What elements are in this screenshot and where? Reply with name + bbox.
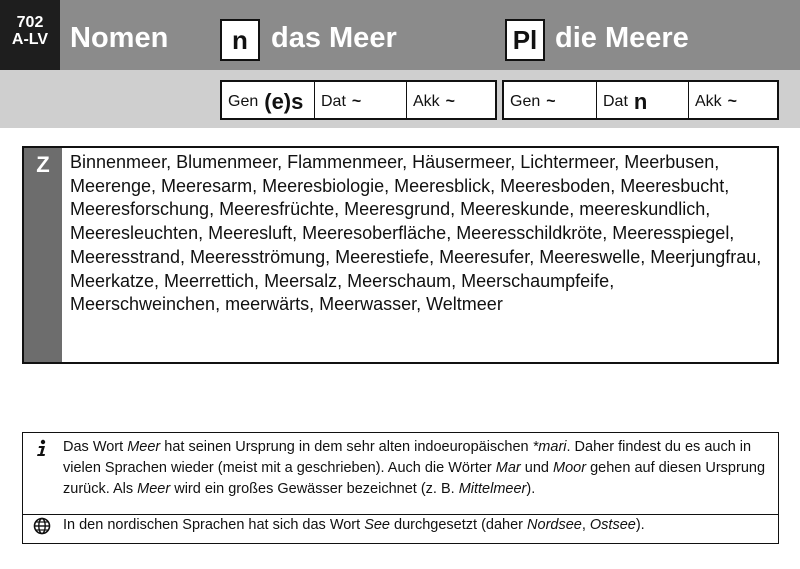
case-gen-singular [222, 82, 315, 118]
info-row-origin [23, 437, 778, 515]
case-gen-plural [504, 82, 597, 118]
case-akk-singular [407, 82, 495, 118]
entry-level: A-LV [11, 31, 49, 48]
info-nordic-text: In den nordischen Sprachen hat sich das Wort See durchgesetzt (daher Nordsee, Ostsee). [63, 517, 645, 533]
entry-code [0, 0, 60, 70]
case-akk-plural [689, 82, 777, 118]
info-box [22, 432, 779, 544]
compounds-list: Binnenmeer, Blumenmeer, Flammenmeer, Häusermeer, Lichtermeer, Meerbusen, Meerenge, Meeresarm, Meeresbiologie, Meeresblick, Meeresboden, Meeresbucht, Meeresforschung, Meeresfrüchte, Meeresgrund, Meereskunde, meereskundlich, Meeresleuchten, Meeresluft, Meeresoberfläche, Meeresschildkröte, Meeresspiegel, Meeresstrand, Meeresströmung, Meerestiefe, Meeresufer, Meereswelle, Meerjungfrau, Meerkatze, Meerrettich, Meersalz, Meerschaum, Meerschaumpfeife, Meerschweinchen, meerwärts, Meerwasser, Weltmeer [70, 152, 762, 315]
singular-badge: n [220, 19, 260, 61]
case-ending: ~ [727, 93, 738, 110]
case-ending: (e)s [264, 89, 304, 114]
info-icon [33, 439, 51, 457]
info-origin-text: Das Wort Meer hat seinen Ursprung in dem sehr alten indoeuropäischen *mari. Daher findest du es auch in vielen Sprachen wieder (meist mit a geschrieben). Auch die Wörter Mar und Moor gehen auf diesen Ursprung zurück. Als Meer wird ein großes Gewässer bezeichnet (z. B. Mittelmeer). [63, 439, 766, 497]
singular-form: das Meer [271, 22, 397, 54]
plural-cases-table [502, 80, 779, 120]
case-label: Akk [695, 93, 722, 110]
word-class: Nomen [70, 22, 169, 54]
plural-form: die Meere [555, 22, 689, 54]
case-dat-singular [315, 82, 407, 118]
case-label: Gen [510, 93, 541, 110]
case-dat-plural [597, 82, 689, 118]
case-ending: ~ [445, 93, 456, 110]
entry-number: 702 [16, 14, 44, 31]
plural-badge: Pl [505, 19, 545, 61]
globe-icon [33, 517, 51, 535]
case-label: Gen [228, 93, 259, 110]
case-ending: ~ [351, 93, 362, 110]
case-label: Akk [413, 93, 440, 110]
case-label: Dat [321, 93, 346, 110]
case-label: Dat [603, 93, 628, 110]
case-ending: n [633, 89, 648, 114]
singular-cases-table [220, 80, 497, 120]
compounds-box [22, 146, 779, 364]
case-ending: ~ [546, 93, 556, 110]
compounds-tag: Z [24, 148, 62, 362]
